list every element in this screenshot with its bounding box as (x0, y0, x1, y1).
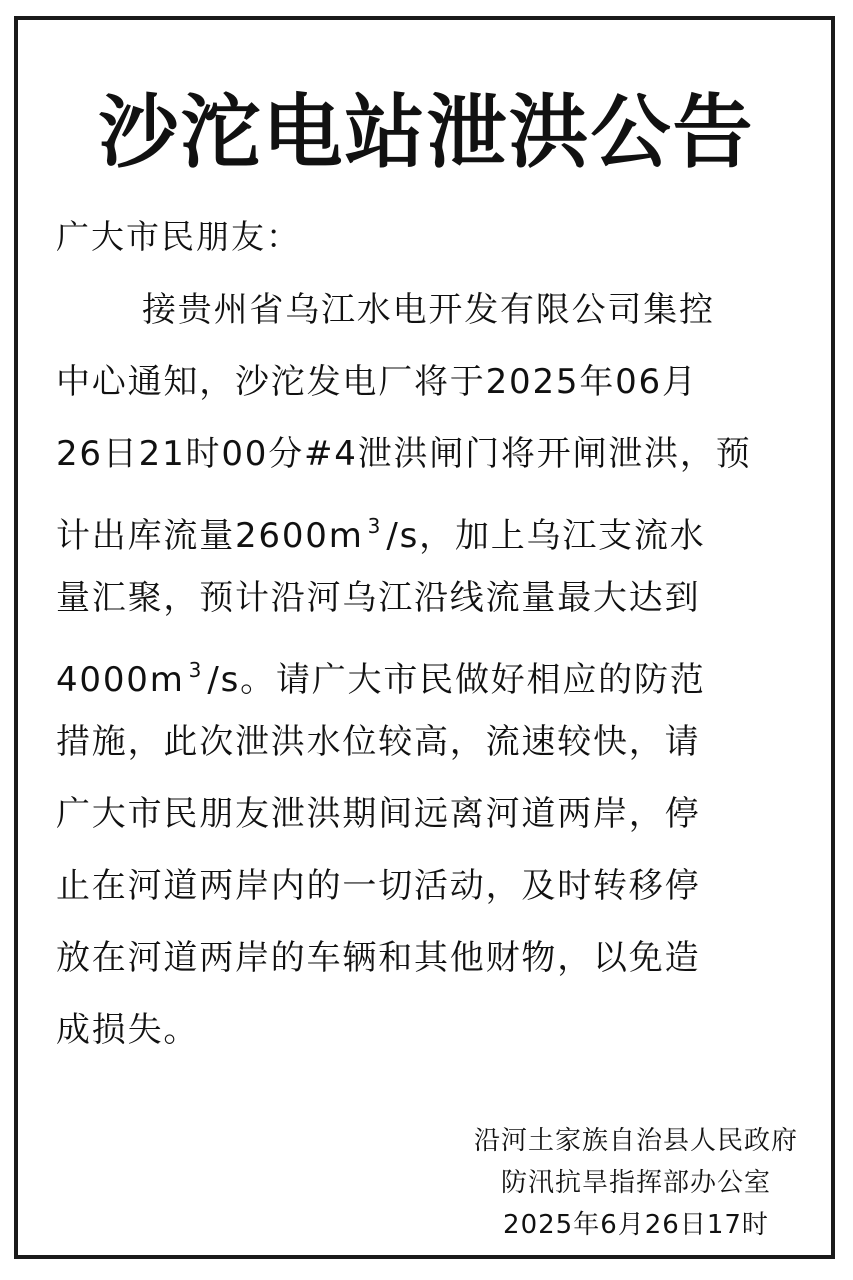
body-line: 广大市民朋友泄洪期间远离河道两岸，停 (56, 794, 701, 834)
body-line: 止在河道两岸内的一切活动，及时转移停 (56, 866, 701, 906)
notice-title: 沙沱电站泄洪公告 (98, 86, 755, 179)
body-line: 量汇聚，预计沿河乌江沿线流量最大达到 (56, 578, 701, 618)
body-line: 接贵州省乌江水电开发有限公司集控 (142, 290, 715, 330)
cubic-superscript: 3 (367, 514, 381, 538)
signature-office: 防汛抗旱指挥部办公室 (500, 1168, 771, 1198)
flow-outflow-text: 计出库流量2600m (56, 516, 364, 556)
flow-max-text: 4000m (56, 660, 185, 700)
signature-block (474, 1120, 798, 1246)
body-line: 放在河道两岸的车辆和其他财物，以免造 (56, 938, 701, 978)
signature-date: 2025年6月26日17时 (503, 1210, 769, 1240)
notice-body (56, 282, 798, 1074)
body-line: 措施，此次泄洪水位较高，流速较快，请 (56, 722, 701, 762)
body-line (56, 642, 798, 714)
body-line: 26日21时00分#4泄洪闸门将开闸泄洪，预 (56, 434, 752, 474)
flow-max-rest: /s。请广大市民做好相应的防范 (207, 660, 706, 700)
cubic-superscript: 3 (188, 658, 202, 682)
body-line (56, 498, 798, 570)
body-line: 成损失。 (56, 1010, 200, 1050)
signature-org: 沿河土家族自治县人民政府 (473, 1126, 798, 1156)
flow-outflow-rest: /s，加上乌江支流水 (386, 516, 706, 556)
salutation: 广大市民朋友： (56, 217, 301, 256)
body-line: 中心通知，沙沱发电厂将于2025年06月 (56, 362, 698, 402)
